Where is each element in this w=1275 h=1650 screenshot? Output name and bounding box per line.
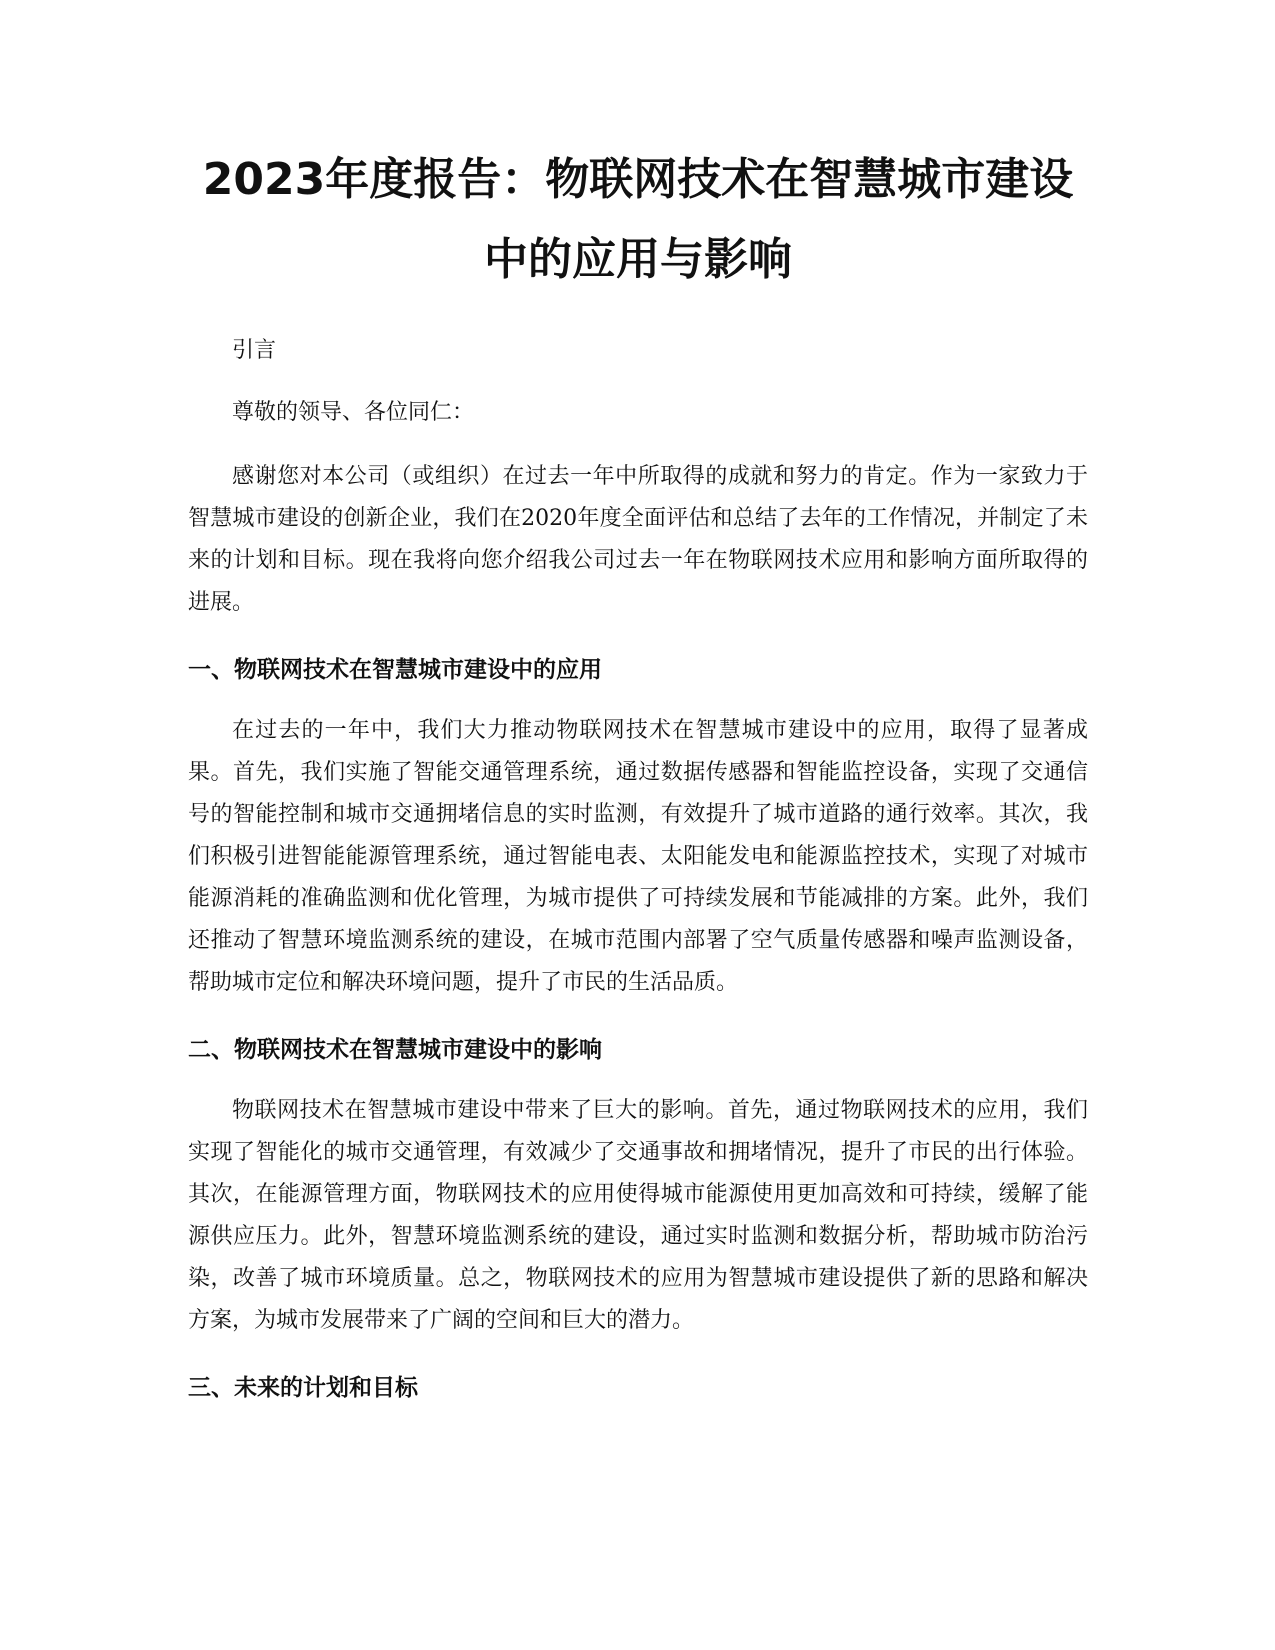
section-heading-impact: 二、物联网技术在智慧城市建设中的影响 [188, 1037, 602, 1063]
intro-label: 引言 [232, 338, 277, 363]
document-title [188, 140, 1088, 300]
document-page [188, 140, 1088, 1428]
document-title-line-1: 2023年度报告：物联网技术在智慧城市建设 [202, 154, 1074, 205]
section-heading-applications: 一、物联网技术在智慧城市建设中的应用 [188, 657, 602, 683]
section-paragraph-impact: 物联网技术在智慧城市建设中带来了巨大的影响。首先，通过物联网技术的应用，我们实现了智能化的城市交通管理，有效减少了交通事故和拥堵情况，提升了市民的出行体验。其次，在能源管理方面，物联网技术的应用使得城市能源使用更加高效和可持续，缓解了能源供应压力。此外，智慧环境监测系统的建设，通过实时监测和数据分析，帮助城市防治污染，改善了城市环境质量。总之，物联网技术的应用为智慧城市建设提供了新的思路和解决方案，为城市发展带来了广阔的空间和巨大的潜力。 [188, 1098, 1088, 1333]
salutation: 尊敬的领导、各位同仁： [232, 400, 475, 425]
section-heading-future-plans: 三、未来的计划和目标 [188, 1375, 418, 1401]
intro-paragraph: 感谢您对本公司（或组织）在过去一年中所取得的成就和努力的肯定。作为一家致力于智慧城市建设的创新企业，我们在2020年度全面评估和总结了去年的工作情况，并制定了未来的计划和目标。现在我将向您介绍我公司过去一年在物联网技术应用和影响方面所取得的进展。 [188, 464, 1088, 615]
section-paragraph-applications: 在过去的一年中，我们大力推动物联网技术在智慧城市建设中的应用，取得了显著成果。首先，我们实施了智能交通管理系统，通过数据传感器和智能监控设备，实现了交通信号的智能控制和城市交通拥堵信息的实时监测，有效提升了城市道路的通行效率。其次，我们积极引进智能能源管理系统，通过智能电表、太阳能发电和能源监控技术，实现了对城市能源消耗的准确监测和优化管理，为城市提供了可持续发展和节能减排的方案。此外，我们还推动了智慧环境监测系统的建设，在城市范围内部署了空气质量传感器和噪声监测设备，帮助城市定位和解决环境问题，提升了市民的生活品质。 [188, 718, 1088, 995]
document-title-line-2: 中的应用与影响 [484, 234, 792, 285]
